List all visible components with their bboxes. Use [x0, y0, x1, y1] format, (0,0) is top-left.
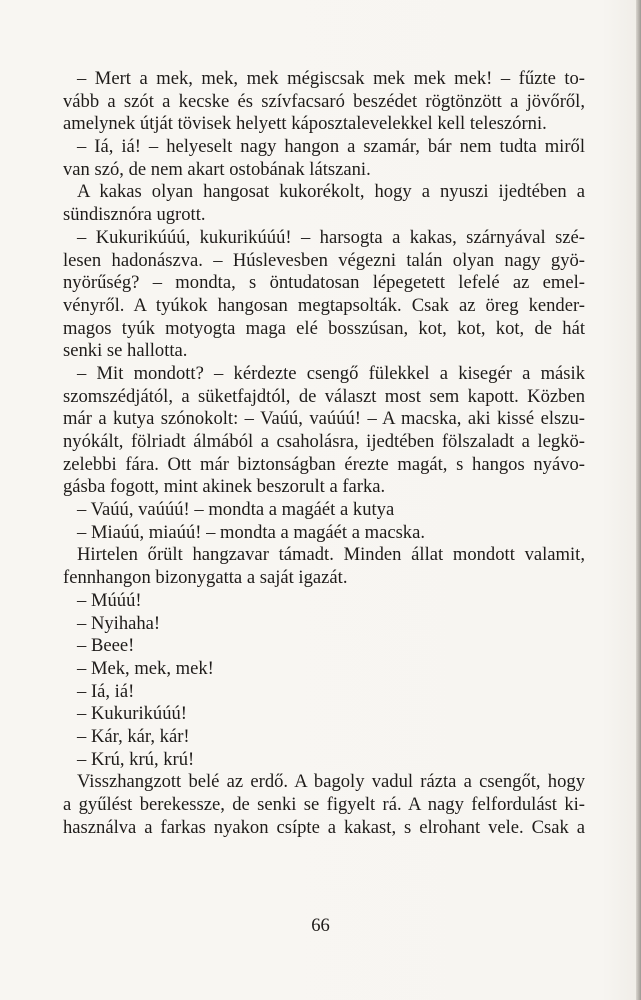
- text-line: – Nyihaha!: [77, 612, 161, 634]
- text-line: – Múúú!: [77, 589, 142, 611]
- text-line: amelynek útját tövisek helyett káposztalevelekkel kell teleszórni.: [63, 113, 547, 135]
- text-line: nyókált, fölriadt álmából a csaholásra, ijedtében fölszaladt a legkö-: [63, 431, 585, 452]
- text-line: van szó, de nem akart ostobának látszani.: [63, 158, 371, 180]
- text-line: fennhangon bizonygatta a saját igazát.: [63, 567, 348, 589]
- page-number: 66: [311, 915, 330, 936]
- text-line: gásba fogott, mint akinek beszorult a farka.: [63, 476, 386, 498]
- text-line: használva a farkas nyakon csípte a kakast, s elrohant vele. Csak a: [63, 816, 585, 838]
- text-line: – Krú, krú, krú!: [77, 748, 195, 770]
- text-line: – Iá, iá! – helyeselt nagy hangon a szamár, bár nem tudta miről: [77, 136, 585, 158]
- text-line: vényről. A tyúkok hangosan megtapsolták. Csak az öreg kender-: [63, 294, 585, 316]
- text-line: nyörűség? – mondta, s öntudatosan lépegetett lefelé az emel-: [63, 272, 585, 294]
- text-line: – Kukurikúúú!: [77, 703, 188, 725]
- text-line: – Vaúú, vaúúú! – mondta a magáét a kutya: [77, 499, 395, 521]
- text-line: – Kukurikúúú, kukurikúúú! – harsogta a kakas, szárnyával szé-: [77, 226, 585, 248]
- text-line: sündisznóra ugrott.: [63, 204, 206, 226]
- text-line: lesen hadonászva. – Húslevesben végezni talán olyan nagy gyö-: [63, 249, 585, 271]
- text-line: már a kutya szónokolt: – Vaúú, vaúúú! – A macska, aki kissé elszu-: [63, 408, 585, 430]
- text-line: – Iá, iá!: [77, 680, 135, 702]
- text-line: – Kár, kár, kár!: [77, 725, 190, 747]
- text-line: – Beee!: [77, 635, 135, 657]
- text-line: Hirtelen őrült hangzavar támadt. Minden állat mondott valamit,: [77, 544, 585, 566]
- text-line: a gyűlést berekessze, de senki se figyelt rá. A nagy felfordulást ki-: [63, 794, 585, 815]
- page-edge-shadow: [636, 0, 641, 1000]
- text-line: – Mek, mek, mek!: [77, 657, 214, 679]
- text-line: – Mert a mek, mek, mek mégiscsak mek mek mek! – fűzte to-: [77, 68, 585, 89]
- text-line: vább a szót a kecske és szívfacsaró beszédet rögtönzött a jövőről,: [63, 90, 585, 112]
- text-line: – Miaúú, miaúú! – mondta a magáét a macska.: [77, 521, 426, 543]
- text-line: senki se hallotta.: [63, 340, 188, 362]
- text-line: szomszédjától, a süketfajdtól, de választ most sem kapott. Közben: [63, 385, 585, 407]
- text-line: Visszhangzott belé az erdő. A bagoly vadul rázta a csengőt, hogy: [77, 771, 585, 793]
- text-line: – Mit mondott? – kérdezte csengő fülekkel a kisegér a másik: [77, 362, 585, 384]
- body-text: [63, 68, 585, 839]
- text-line: magos tyúk motyogta maga elé bosszúsan, kot, kot, kot, de hát: [63, 317, 585, 339]
- text-line: zelebbi fára. Ott már biztonságban érezte magát, s hangos nyávo-: [63, 453, 585, 475]
- text-line: A kakas olyan hangosat kukorékolt, hogy a nyuszi ijedtében a: [77, 181, 585, 203]
